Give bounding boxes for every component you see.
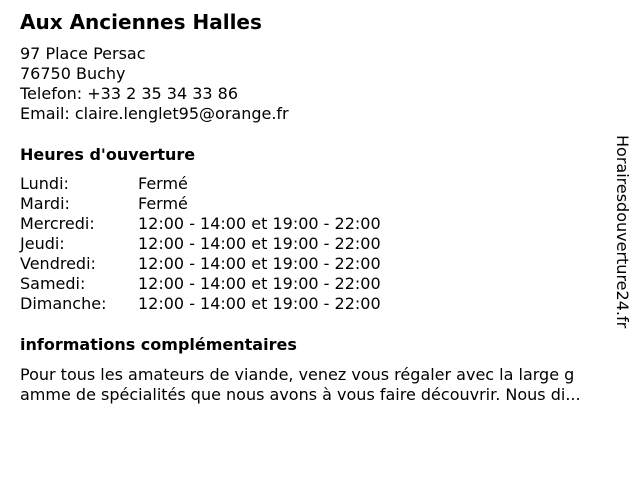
address-street: 97 Place Persac: [20, 44, 146, 63]
time-value: 12:00 - 14:00 et 19:00 - 22:00: [138, 214, 381, 233]
hours-row-wednesday: [20, 214, 440, 234]
day-label: Samedi:: [20, 274, 86, 293]
address-city: 76750 Buchy: [20, 64, 126, 83]
hours-row-thursday: [20, 234, 440, 254]
hours-row-saturday: [20, 274, 440, 294]
day-label: Dimanche:: [20, 294, 107, 313]
time-value: Fermé: [138, 174, 188, 193]
hours-row-tuesday: [20, 194, 440, 214]
opening-hours-heading: Heures d'ouverture: [20, 145, 196, 164]
day-label: Vendredi:: [20, 254, 96, 273]
day-label: Lundi:: [20, 174, 69, 193]
time-value: 12:00 - 14:00 et 19:00 - 22:00: [138, 274, 381, 293]
time-value: 12:00 - 14:00 et 19:00 - 22:00: [138, 234, 381, 253]
day-label: Jeudi:: [20, 234, 65, 253]
site-watermark: Horairesdouverture24.fr: [613, 135, 632, 329]
business-name: Aux Anciennes Halles: [20, 10, 262, 34]
time-value: 12:00 - 14:00 et 19:00 - 22:00: [138, 254, 381, 273]
phone-number: Telefon: +33 2 35 34 33 86: [20, 84, 239, 103]
time-value: Fermé: [138, 194, 188, 213]
email-address: Email: claire.lenglet95@orange.fr: [20, 104, 289, 123]
hours-row-friday: [20, 254, 440, 274]
additional-info-text: [20, 365, 630, 405]
additional-info-heading: informations complémentaires: [20, 335, 297, 354]
time-value: 12:00 - 14:00 et 19:00 - 22:00: [138, 294, 381, 313]
day-label: Mercredi:: [20, 214, 95, 233]
day-label: Mardi:: [20, 194, 70, 213]
description-line: Pour tous les amateurs de viande, venez vous régaler avec la large g: [20, 365, 575, 384]
hours-row-monday: [20, 174, 440, 194]
hours-row-sunday: [20, 294, 440, 314]
description-line: amme de spécialités que nous avons à vous faire découvrir. Nous di...: [20, 385, 581, 404]
